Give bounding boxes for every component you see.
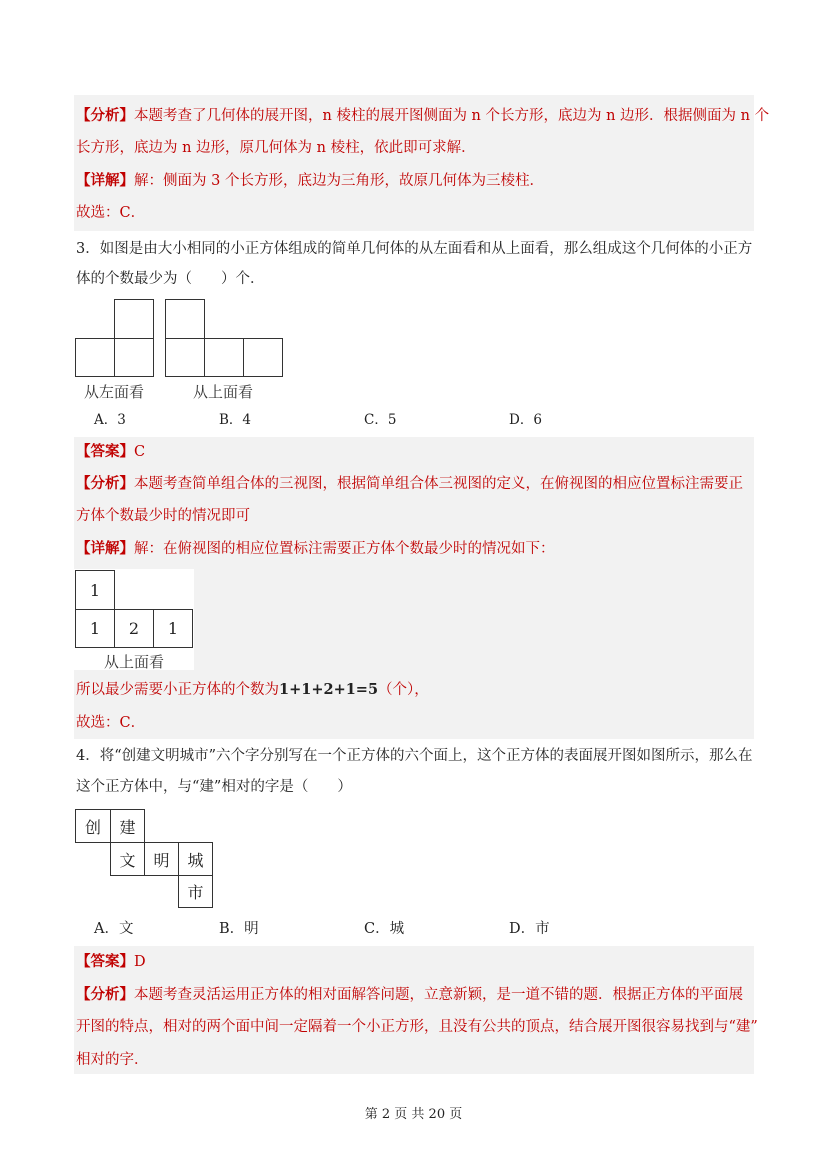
left-view-caption: 从左面看 (84, 383, 145, 401)
grid-cell: 2 (114, 609, 154, 648)
grid-cell: 1 (153, 609, 193, 648)
q3-choose: 故选：C． (76, 715, 146, 731)
net-cell: 建 (110, 809, 145, 843)
left-view-cell (75, 338, 115, 377)
q3-option-c: C．5 (364, 412, 397, 428)
net-cell: 文 (110, 842, 145, 876)
q3-option-d: D．6 (509, 412, 542, 428)
net-cell: 创 (75, 809, 111, 843)
top-view-cell (165, 299, 205, 339)
grid-cell: 1 (75, 570, 115, 610)
net-cell: 市 (178, 875, 213, 908)
top-view-cell (243, 338, 283, 377)
grid-caption: 从上面看 (104, 653, 165, 671)
top-view-cell (204, 338, 244, 377)
q3-question-line2: 体的个数最少为（ ）个． (76, 271, 265, 287)
q3-question-line1: 3．如图是由大小相同的小正方体组成的简单几何体的从左面看和从上面看，那么组成这个几何体的小正方 (76, 241, 753, 257)
q4-analysis-line1: 【分析】本题考查灵活运用正方体的相对面解答问题，立意新颖，是一道不错的题．根据正方体的平面展 (76, 986, 743, 1003)
top-view-caption: 从上面看 (193, 383, 254, 401)
grid-cell: 1 (75, 609, 115, 648)
q3-analysis-line1: 【分析】本题考查简单组合体的三视图，根据简单组合体三视图的定义，在俯视图的相应位置标注需要正 (76, 475, 743, 492)
q4-question-line2: 这个正方体中，与“建”相对的字是（ ） (76, 779, 352, 795)
q4-analysis-line2: 开图的特点，相对的两个面中间一定隔着一个小正方形，且没有公共的顶点，结合展开图很容易找到与“建” (76, 1019, 758, 1035)
q2-choose: 故选：C． (76, 205, 146, 221)
q3-result: 所以最少需要小正方体的个数为1+1+2+1=5（个）， (76, 681, 429, 698)
q4-option-b: B．明 (219, 921, 259, 937)
q2-analysis-line1: 【分析】本题考查了几何体的展开图，n 棱柱的展开图侧面为 n 个长方形，底边为 n 边形．根据侧面为 n 个 (76, 107, 770, 124)
q3-analysis-line2: 方体个数最少时的情况即可 (76, 508, 250, 524)
q3-option-a: A．3 (94, 412, 126, 428)
q4-answer: 【答案】D (76, 953, 146, 970)
q3-option-b: B．4 (219, 412, 252, 428)
page-footer: 第 2 页 共 20 页 (364, 1107, 463, 1122)
q4-question-line1: 4．将“创建文明城市”六个字分别写在一个正方体的六个面上，这个正方体的表面展开图如图所示，那么在 (76, 748, 753, 764)
q3-detail: 【详解】解：在俯视图的相应位置标注需要正方体个数最少时的情况如下： (76, 540, 555, 557)
q4-option-d: D．市 (509, 921, 550, 937)
q4-option-c: C．城 (364, 921, 405, 937)
q2-detail: 【详解】解：侧面为 3 个长方形，底边为三角形，故原几何体为三棱柱． (76, 172, 544, 189)
q4-analysis-line3: 相对的字． (76, 1052, 149, 1068)
q2-analysis-line2: 长方形，底边为 n 边形，原几何体为 n 棱柱，依此即可求解． (76, 140, 476, 156)
net-cell: 明 (144, 842, 179, 876)
net-cell: 城 (178, 842, 213, 876)
answer-block-q4 (74, 946, 754, 1074)
q4-option-a: A．文 (94, 921, 134, 937)
top-view-cell (165, 338, 205, 377)
left-view-cell (114, 338, 154, 377)
q3-answer: 【答案】C (76, 443, 146, 460)
left-view-cell (114, 299, 154, 339)
